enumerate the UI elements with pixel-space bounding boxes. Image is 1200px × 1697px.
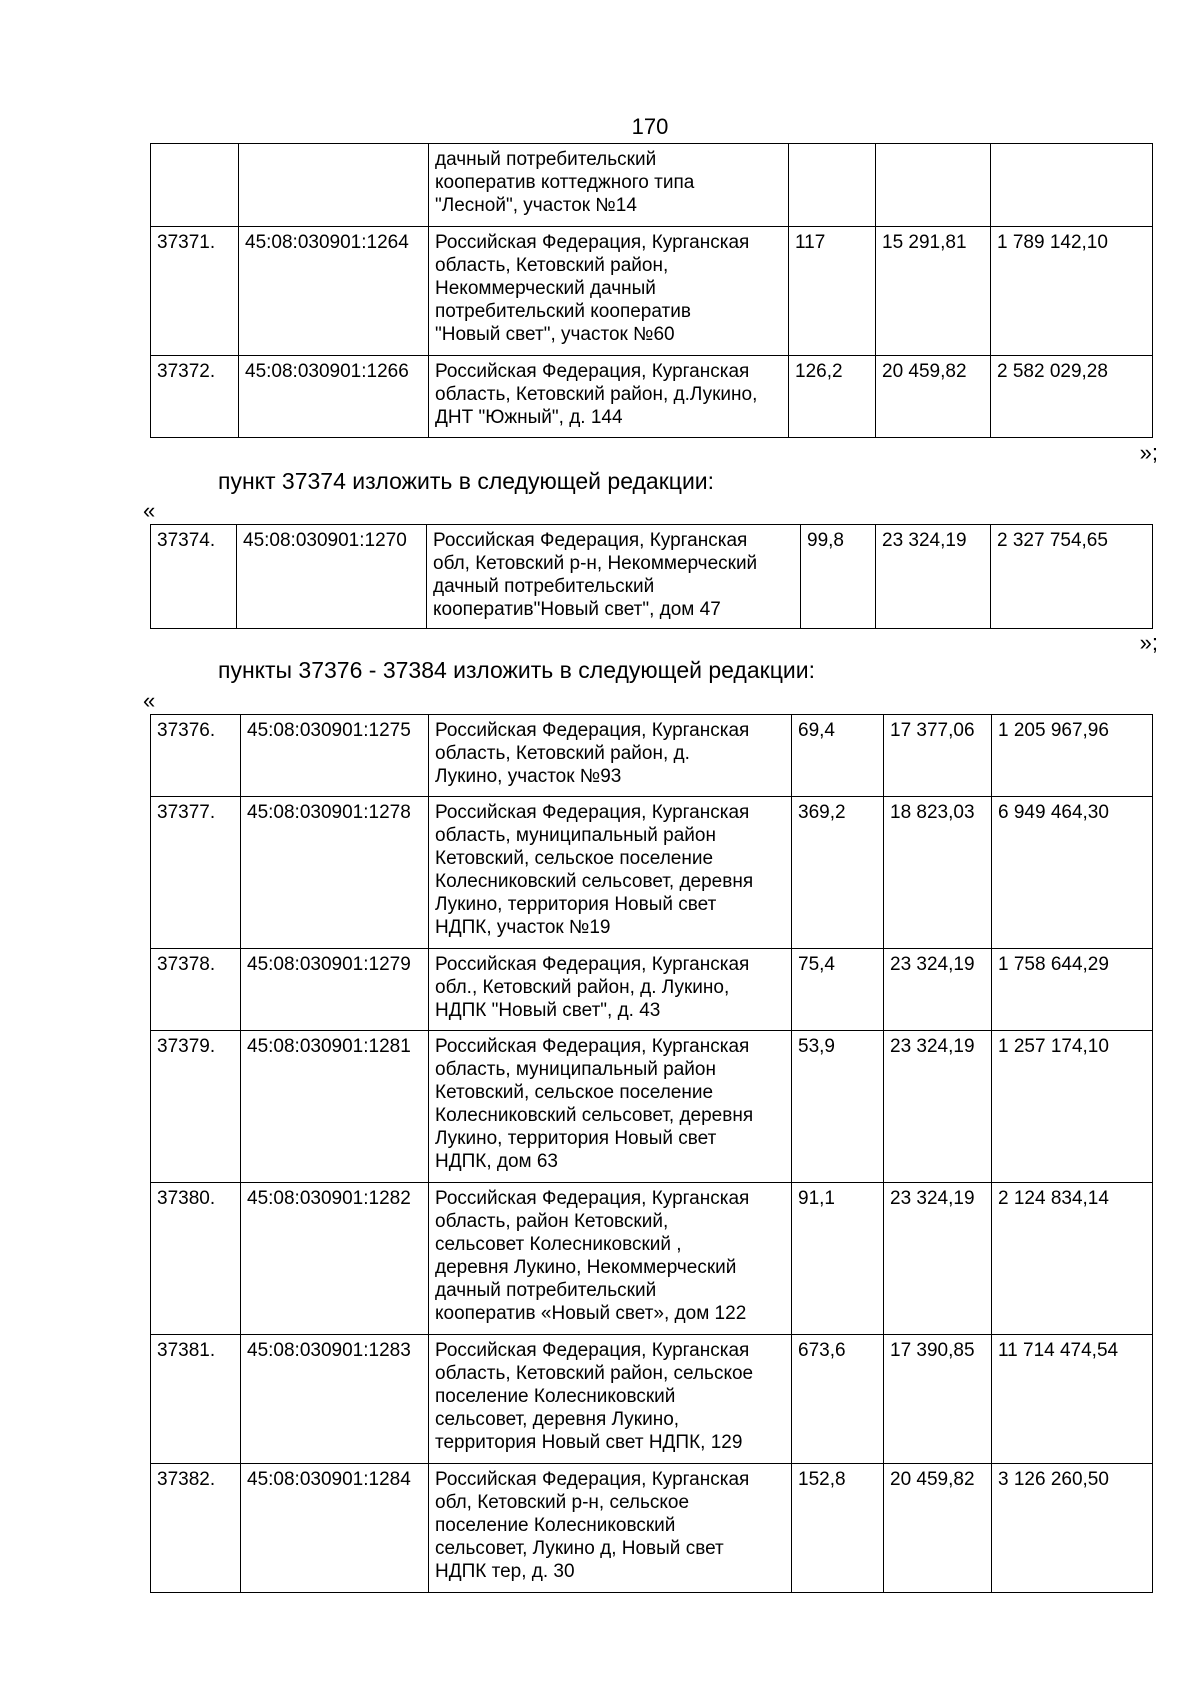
page-number: 170 xyxy=(631,114,669,139)
property-table-top xyxy=(150,143,1153,438)
row-number: 37377. xyxy=(151,797,241,949)
cadastral-value: 2 124 834,14 xyxy=(992,1183,1153,1335)
cadastral-number: 45:08:030901:1266 xyxy=(239,356,429,438)
rate: 18 823,03 xyxy=(884,797,992,949)
cadastral-number: 45:08:030901:1275 xyxy=(241,715,429,797)
section-heading: пункты 37376 - 37384 изложить в следующей редакции: xyxy=(218,657,815,683)
cadastral-number: 45:08:030901:1284 xyxy=(241,1464,429,1593)
cadastral-value: 1 205 967,96 xyxy=(992,715,1153,797)
area: 99,8 xyxy=(801,525,876,629)
row-number xyxy=(151,144,239,227)
area: 117 xyxy=(789,227,876,356)
address: Российская Федерация, Курганская область, район Кетовский, сельсовет Колесниковский , деревня Лукино, Некоммерческий дачный потребительский кооператив «Новый свет», дом 122 xyxy=(429,1183,792,1335)
table-row xyxy=(151,1335,1153,1464)
address: Российская Федерация, Курганская область, муниципальный район Кетовский, сельское поселение Колесниковский сельсовет, деревня Лукино, территория Новый свет НДПК, участок №19 xyxy=(429,797,792,949)
rate: 20 459,82 xyxy=(876,356,991,438)
address: Российская Федерация, Курганская область, Кетовский район, д.Лукино, ДНТ "Южный", д. 144 xyxy=(429,356,789,438)
cadastral-number: 45:08:030901:1281 xyxy=(241,1031,429,1183)
opening-quote: « xyxy=(143,688,156,713)
row-number: 37378. xyxy=(151,949,241,1031)
cadastral-value xyxy=(991,144,1153,227)
row-number: 37371. xyxy=(151,227,239,356)
cadastral-value: 1 257 174,10 xyxy=(992,1031,1153,1183)
area: 369,2 xyxy=(792,797,884,949)
area: 53,9 xyxy=(792,1031,884,1183)
opening-quote: « xyxy=(143,498,156,523)
cadastral-value: 1 758 644,29 xyxy=(992,949,1153,1031)
table-row xyxy=(151,1031,1153,1183)
table-row xyxy=(151,144,1153,227)
cadastral-number xyxy=(239,144,429,227)
property-table-bottom xyxy=(150,714,1153,1593)
address: Российская Федерация, Курганская обл, Кетовский р-н, Некоммерческий дачный потребительский кооператив"Новый свет", дом 47 xyxy=(427,525,801,629)
cadastral-value: 11 714 474,54 xyxy=(992,1335,1153,1464)
area: 75,4 xyxy=(792,949,884,1031)
cadastral-number: 45:08:030901:1264 xyxy=(239,227,429,356)
rate: 20 459,82 xyxy=(884,1464,992,1593)
rate: 23 324,19 xyxy=(884,1183,992,1335)
area: 69,4 xyxy=(792,715,884,797)
row-number: 37381. xyxy=(151,1335,241,1464)
table-row xyxy=(151,356,1153,438)
area: 152,8 xyxy=(792,1464,884,1593)
cadastral-number: 45:08:030901:1283 xyxy=(241,1335,429,1464)
row-number: 37380. xyxy=(151,1183,241,1335)
rate xyxy=(876,144,991,227)
table-row xyxy=(151,715,1153,797)
cadastral-number: 45:08:030901:1270 xyxy=(237,525,427,629)
closing-quote: »; xyxy=(1139,440,1158,465)
row-number: 37376. xyxy=(151,715,241,797)
table-row xyxy=(151,1464,1153,1593)
area: 91,1 xyxy=(792,1183,884,1335)
cadastral-value: 1 789 142,10 xyxy=(991,227,1153,356)
table-row xyxy=(151,525,1153,629)
rate: 23 324,19 xyxy=(876,525,991,629)
address: Российская Федерация, Курганская обл., Кетовский район, д. Лукино, НДПК "Новый свет", д. 43 xyxy=(429,949,792,1031)
address: Российская Федерация, Курганская область, муниципальный район Кетовский, сельское поселение Колесниковский сельсовет, деревня Лукино, территория Новый свет НДПК, дом 63 xyxy=(429,1031,792,1183)
rate: 17 390,85 xyxy=(884,1335,992,1464)
table-row xyxy=(151,1183,1153,1335)
address: Российская Федерация, Курганская обл, Кетовский р-н, сельское поселение Колесниковский сельсовет, Лукино д, Новый свет НДПК тер, д. 30 xyxy=(429,1464,792,1593)
row-number: 37382. xyxy=(151,1464,241,1593)
cadastral-number: 45:08:030901:1279 xyxy=(241,949,429,1031)
row-number: 37374. xyxy=(151,525,237,629)
cadastral-number: 45:08:030901:1278 xyxy=(241,797,429,949)
table-row xyxy=(151,949,1153,1031)
property-table-mid xyxy=(150,524,1153,629)
closing-quote: »; xyxy=(1139,630,1158,655)
area: 673,6 xyxy=(792,1335,884,1464)
row-number: 37379. xyxy=(151,1031,241,1183)
address: Российская Федерация, Курганская область, Кетовский район, д. Лукино, участок №93 xyxy=(429,715,792,797)
row-number: 37372. xyxy=(151,356,239,438)
cadastral-value: 3 126 260,50 xyxy=(992,1464,1153,1593)
rate: 17 377,06 xyxy=(884,715,992,797)
cadastral-value: 6 949 464,30 xyxy=(992,797,1153,949)
table-row xyxy=(151,797,1153,949)
cadastral-value: 2 327 754,65 xyxy=(991,525,1153,629)
address: дачный потребительский кооператив коттеджного типа "Лесной", участок №14 xyxy=(429,144,789,227)
address: Российская Федерация, Курганская область, Кетовский район, Некоммерческий дачный потребительский кооператив "Новый свет", участок №60 xyxy=(429,227,789,356)
cadastral-value: 2 582 029,28 xyxy=(991,356,1153,438)
rate: 23 324,19 xyxy=(884,1031,992,1183)
address: Российская Федерация, Курганская область, Кетовский район, сельское поселение Колесниковский сельсовет, деревня Лукино, территория Новый свет НДПК, 129 xyxy=(429,1335,792,1464)
rate: 23 324,19 xyxy=(884,949,992,1031)
rate: 15 291,81 xyxy=(876,227,991,356)
area: 126,2 xyxy=(789,356,876,438)
area xyxy=(789,144,876,227)
cadastral-number: 45:08:030901:1282 xyxy=(241,1183,429,1335)
section-heading: пункт 37374 изложить в следующей редакции: xyxy=(218,468,715,494)
table-row xyxy=(151,227,1153,356)
